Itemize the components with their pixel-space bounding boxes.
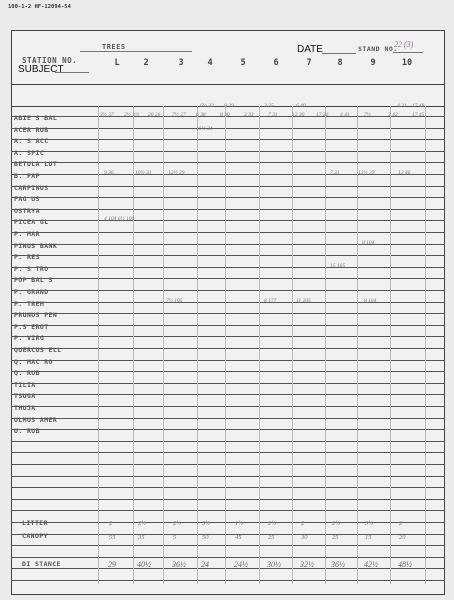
stand-no-label: STAND NO. [358, 45, 398, 53]
distance-value: 30½ [267, 560, 281, 569]
row-rule [11, 418, 445, 419]
subject-field [55, 72, 89, 73]
form-code: 100-1-2 HF-12094-54 [8, 4, 71, 10]
litter-value: 1½ [235, 520, 244, 527]
handwritten-entry: 7 31 [268, 112, 278, 118]
stand-no-value: 22 (3) [394, 40, 414, 49]
summary-row-label: LITTER [22, 519, 48, 527]
row-rule [11, 534, 445, 535]
species-row-label: ACER RUB [14, 126, 49, 134]
date-label: DATE [297, 44, 323, 55]
row-rule [11, 522, 445, 523]
column-rule [325, 106, 326, 584]
row-rule [11, 336, 445, 337]
species-row-label: P. TREM [14, 300, 45, 308]
handwritten-entry: 3 35 [264, 103, 274, 109]
litter-value: 3½ [365, 520, 374, 527]
species-row-label: PICEA GL [14, 218, 49, 226]
canopy-value: 15 [365, 534, 372, 541]
row-rule [11, 278, 445, 279]
handwritten-entry: 3 33 [244, 112, 254, 118]
species-row-label: P. MAR [14, 230, 40, 238]
species-row-label: A. S ACC [14, 137, 49, 145]
row-rule [11, 557, 445, 558]
litter-value: 2 [109, 520, 113, 527]
row-rule [11, 441, 445, 442]
litter-value: 2½ [268, 520, 277, 527]
row-rule [11, 406, 445, 407]
row-rule [11, 267, 445, 268]
handwritten-entry: 8 177 [264, 298, 277, 304]
row-rule [11, 499, 445, 500]
handwritten-entry: 17 45 [412, 112, 425, 118]
distance-value: 32½ [300, 560, 314, 569]
species-row-label: P. S TRO [14, 265, 49, 273]
column-number: L [114, 58, 120, 68]
column-number: 10 [401, 58, 413, 68]
row-rule [11, 139, 445, 140]
canopy-value: 45 [235, 534, 242, 541]
row-rule [11, 197, 445, 198]
row-rule [11, 244, 445, 245]
column-rule [357, 106, 358, 584]
distance-value: 29 [108, 560, 116, 569]
handwritten-entry: 12 46 [398, 170, 411, 176]
handwritten-entry: 11 205 [296, 298, 311, 304]
row-rule [11, 371, 445, 372]
column-number: 6 [273, 58, 279, 68]
litter-value: 2 [399, 520, 403, 527]
row-rule [11, 348, 445, 349]
row-rule [11, 360, 445, 361]
handwritten-entry: 3½ 37 [100, 112, 114, 118]
row-rule [11, 464, 445, 465]
handwritten-entry: 8 30 [220, 112, 230, 118]
column-number: 5 [240, 58, 246, 68]
column-rule [425, 106, 426, 584]
litter-value: 3½ [202, 520, 211, 527]
handwritten-entry: 4 104 6½ 100 [104, 216, 135, 222]
species-row-label: P.S EROT [14, 323, 49, 331]
column-rule [133, 106, 134, 584]
litter-value: 2½ [332, 520, 341, 527]
column-rule [197, 106, 198, 584]
row-rule [11, 174, 445, 175]
handwritten-entry: 15 105 [330, 263, 346, 269]
column-rule [390, 106, 391, 584]
row-rule [11, 510, 445, 511]
handwritten-entry: 10½ 31 [135, 170, 152, 176]
row-rule [11, 290, 445, 291]
distance-value: 36½ [331, 560, 345, 569]
column-number: 8 [337, 58, 343, 68]
handwritten-entry: 2½ 3½ [124, 112, 140, 118]
handwritten-entry: 8 104 [364, 298, 377, 304]
handwritten-entry: 3 42 [388, 112, 398, 118]
handwritten-entry: 12 30 [292, 112, 305, 118]
handwritten-entry: 8 104 [362, 240, 375, 246]
litter-value: 2½ [173, 520, 182, 527]
canopy-value: 20 [399, 534, 406, 541]
species-row-label: A. SPIC [14, 149, 45, 157]
handwritten-entry: 4 41 [340, 112, 350, 118]
row-rule [11, 394, 445, 395]
row-rule [11, 325, 445, 326]
row-rule [11, 476, 445, 477]
species-row-label: PINUS BANK [14, 242, 58, 250]
species-row-label: ULMUS AMER [14, 416, 58, 424]
handwritten-entry: 20 26 [148, 112, 161, 118]
column-rule [98, 106, 99, 584]
column-number: 2 [143, 58, 149, 68]
handwritten-entry: 4 31 [397, 103, 407, 109]
handwritten-entry: 8 39 [224, 103, 234, 109]
row-rule [11, 302, 445, 303]
row-rule [11, 220, 445, 221]
species-row-label: OSTRYA [14, 207, 40, 215]
canopy-value: 50 [202, 534, 209, 541]
canopy-value: 5 [173, 534, 177, 541]
species-row-label: FAG US [14, 195, 40, 203]
canopy-value: 25 [268, 534, 275, 541]
species-row-label: U. RUB [14, 427, 40, 435]
species-row-label: P. RES [14, 253, 40, 261]
stand-no-field [393, 52, 423, 53]
column-number: 7 [306, 58, 312, 68]
handwritten-entry: 17 36 [316, 112, 329, 118]
distance-value: 24½ [234, 560, 248, 569]
row-rule [11, 383, 445, 384]
station-no-label: STATION NO. [22, 56, 78, 65]
handwritten-entry: 16½ 34 [196, 126, 213, 132]
species-row-label: THUJA [14, 404, 36, 412]
handwritten-entry: 7½ [364, 112, 371, 118]
trees-underline [80, 51, 192, 52]
row-rule [11, 209, 445, 210]
date-field [322, 53, 356, 54]
species-row-label: Q. MAC RO [14, 358, 53, 366]
species-row-label: TILIA [14, 381, 36, 389]
row-rule [11, 568, 445, 569]
row-rule [11, 487, 445, 488]
row-rule [11, 128, 445, 129]
row-rule [11, 186, 445, 187]
handwritten-entry: 6½ 32 [200, 103, 214, 109]
row-rule [11, 580, 445, 581]
distance-value: 48½ [398, 560, 412, 569]
canopy-value: 30 [301, 534, 308, 541]
species-row-label: ABIE S BAL [14, 114, 58, 122]
column-number: 3 [178, 58, 184, 68]
handwritten-entry: 6 40 [296, 103, 306, 109]
species-row-label: Q. RUB [14, 369, 40, 377]
species-row-label: POP BAL S [14, 276, 53, 284]
handwritten-entry: 7½ 27 [172, 112, 186, 118]
column-rule [292, 106, 293, 584]
row-rule [11, 162, 445, 163]
column-rule [225, 106, 226, 584]
species-row-label: CARPINUS [14, 184, 49, 192]
distance-value: 42½ [364, 560, 378, 569]
distance-value: 36½ [172, 560, 186, 569]
canopy-value: 55 [109, 534, 116, 541]
summary-row-label: CANOPY [22, 532, 48, 540]
litter-value: 2½ [138, 520, 147, 527]
handwritten-entry: 9 36 [104, 170, 114, 176]
subject-label: SUBJECT [18, 64, 64, 75]
canopy-value: 25 [332, 534, 339, 541]
column-number: 4 [207, 58, 213, 68]
handwritten-entry: 17 48 [412, 103, 425, 109]
handwritten-entry: 7½ 105 [166, 298, 183, 304]
handwritten-entry: 13½ 29 [358, 170, 375, 176]
row-rule [11, 452, 445, 453]
species-row-label: B. PAP [14, 172, 40, 180]
trees-header: TREES [102, 43, 126, 51]
litter-value: 2 [301, 520, 305, 527]
summary-row-label: DI STANCE [22, 560, 61, 568]
species-row-label: P. VIRG [14, 334, 45, 342]
species-row-label: P. GRAND [14, 288, 49, 296]
species-row-label: TSUGA [14, 392, 36, 400]
column-number: 9 [370, 58, 376, 68]
column-rule [163, 106, 164, 584]
distance-value: 24 [201, 560, 209, 569]
row-rule [11, 313, 445, 314]
handwritten-entry: 6 38 [196, 112, 206, 118]
row-rule [11, 84, 445, 85]
column-rule [259, 106, 260, 584]
species-row-label: QUERCUS ELL [14, 346, 62, 354]
row-rule [11, 429, 445, 430]
handwritten-entry: 12½ 29 [168, 170, 185, 176]
row-rule [11, 151, 445, 152]
canopy-value: 35 [138, 534, 145, 541]
row-rule [11, 255, 445, 256]
species-row-label: BETULA LUT [14, 160, 58, 168]
distance-value: 40½ [137, 560, 151, 569]
handwritten-entry: 7 31 [330, 170, 340, 176]
row-rule [11, 232, 445, 233]
species-row-label: PRUNUS PEN [14, 311, 58, 319]
row-rule [11, 545, 445, 546]
